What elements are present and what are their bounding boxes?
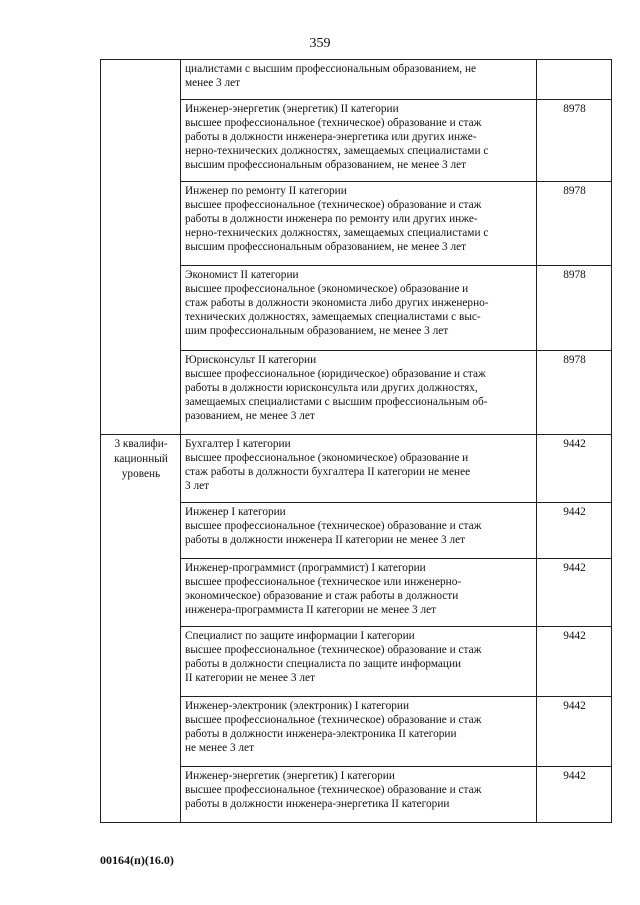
- requirement-line: высшее профессиональное (юридическое) образование и стаж: [185, 368, 486, 380]
- salary-value: 8978: [537, 100, 612, 182]
- requirement-line: II категории не менее 3 лет: [185, 672, 315, 684]
- position-description: [181, 767, 537, 823]
- page-number: 359: [309, 36, 331, 51]
- table-row: [101, 60, 612, 100]
- position-description: [181, 182, 537, 266]
- requirement-line: высшее профессиональное (техническое) образование и стаж: [185, 714, 482, 726]
- requirement-line: инженера-программиста II категории не менее 3 лет: [185, 604, 437, 616]
- qualification-level-line: уровень: [121, 468, 161, 480]
- requirement-line: замещаемых специалистами с высшим профессиональным об-: [185, 396, 488, 408]
- requirement-line: высшее профессиональное (техническое или инженерно-: [185, 576, 462, 588]
- position-title: Инженер-энергетик (энергетик) II категории: [185, 103, 399, 115]
- requirement-line: высшее профессиональное (техническое) образование и стаж: [185, 199, 482, 211]
- requirement-line: стаж работы в должности экономиста либо других инженерно-: [185, 297, 489, 309]
- requirement-line: работы в должности инженера-электроника II категории: [185, 728, 457, 740]
- salary-value: 8978: [537, 266, 612, 351]
- requirement-line: высшим профессиональным образованием, не менее 3 лет: [185, 159, 467, 171]
- position-description: [181, 503, 537, 559]
- requirement-line: высшее профессиональное (техническое) образование и стаж: [185, 644, 482, 656]
- requirement-line: высшее профессиональное (техническое) образование и стаж: [185, 520, 482, 532]
- table-row: [101, 435, 612, 503]
- salary-value: 8978: [537, 351, 612, 435]
- position-description: [181, 100, 537, 182]
- position-title: Инженер-электроник (электроник) I категории: [185, 700, 410, 712]
- salary-value: 9442: [537, 503, 612, 559]
- requirement-line: высшее профессиональное (экономическое) образование и: [185, 452, 469, 464]
- position-title: циалистами с высшим профессиональным образованием, не: [185, 63, 477, 75]
- qualification-level-line: 3 квалифи-: [114, 438, 168, 450]
- salary-value: 9442: [537, 627, 612, 697]
- position-title: Бухгалтер I категории: [185, 438, 291, 450]
- requirement-line: технических должностях, замещаемых специалистами с выс-: [185, 311, 481, 323]
- salary-value: [537, 60, 612, 100]
- position-title: Специалист по защите информации I категории: [185, 630, 415, 642]
- position-description: [181, 435, 537, 503]
- salary-value: 8978: [537, 182, 612, 266]
- requirement-line: высшее профессиональное (техническое) образование и стаж: [185, 784, 482, 796]
- position-description: [181, 559, 537, 627]
- requirement-line: высшее профессиональное (техническое) образование и стаж: [185, 117, 482, 129]
- position-description: [181, 627, 537, 697]
- requirement-line: работы в должности инженера-энергетика или других инже-: [185, 131, 477, 143]
- position-title: Юрисконсульт II категории: [185, 354, 317, 366]
- requirement-line: работы в должности инженера-энергетика II категории: [185, 798, 450, 810]
- requirement-line: менее 3 лет: [185, 77, 241, 89]
- salary-value: 9442: [537, 767, 612, 823]
- position-description: [181, 266, 537, 351]
- salary-table: [100, 59, 612, 823]
- requirement-line: работы в должности юрисконсульта или других должностях,: [185, 382, 478, 394]
- requirement-line: разованием, не менее 3 лет: [185, 410, 315, 422]
- requirement-line: работы в должности инженера по ремонту или других инже-: [185, 213, 478, 225]
- requirement-line: работы в должности инженера II категории не менее 3 лет: [185, 534, 466, 546]
- requirement-line: экономическое) образование и стаж работы в должности: [185, 590, 459, 602]
- position-title: Инженер-энергетик (энергетик) I категории: [185, 770, 395, 782]
- salary-table-body: [101, 60, 612, 823]
- level-cell-empty: [101, 60, 181, 435]
- position-title: Инженер по ремонту II категории: [185, 185, 347, 197]
- salary-value: 9442: [537, 435, 612, 503]
- position-description: [181, 351, 537, 435]
- requirement-line: нерно-технических должностях, замещаемых специалистами с: [185, 227, 489, 239]
- qualification-level: [101, 435, 181, 823]
- requirement-line: шим профессиональным образованием, не менее 3 лет: [185, 325, 449, 337]
- position-title: Инженер-программист (программист) I категории: [185, 562, 426, 574]
- requirement-line: стаж работы в должности бухгалтера II категории не менее: [185, 466, 471, 478]
- requirement-line: 3 лет: [185, 480, 210, 492]
- requirement-line: высшим профессиональным образованием, не менее 3 лет: [185, 241, 467, 253]
- qualification-level-line: кационный: [114, 453, 168, 465]
- position-title: Экономист II категории: [185, 269, 299, 281]
- salary-value: 9442: [537, 697, 612, 767]
- requirement-line: нерно-технических должностях, замещаемых специалистами с: [185, 145, 489, 157]
- salary-value: 9442: [537, 559, 612, 627]
- position-title: Инженер I категории: [185, 506, 286, 518]
- requirement-line: работы в должности специалиста по защите информации: [185, 658, 462, 670]
- requirement-line: высшее профессиональное (экономическое) образование и: [185, 283, 469, 295]
- document-code: 00164(п)(16.0): [100, 853, 174, 867]
- position-description: [181, 60, 537, 100]
- requirement-line: не менее 3 лет: [185, 742, 255, 754]
- position-description: [181, 697, 537, 767]
